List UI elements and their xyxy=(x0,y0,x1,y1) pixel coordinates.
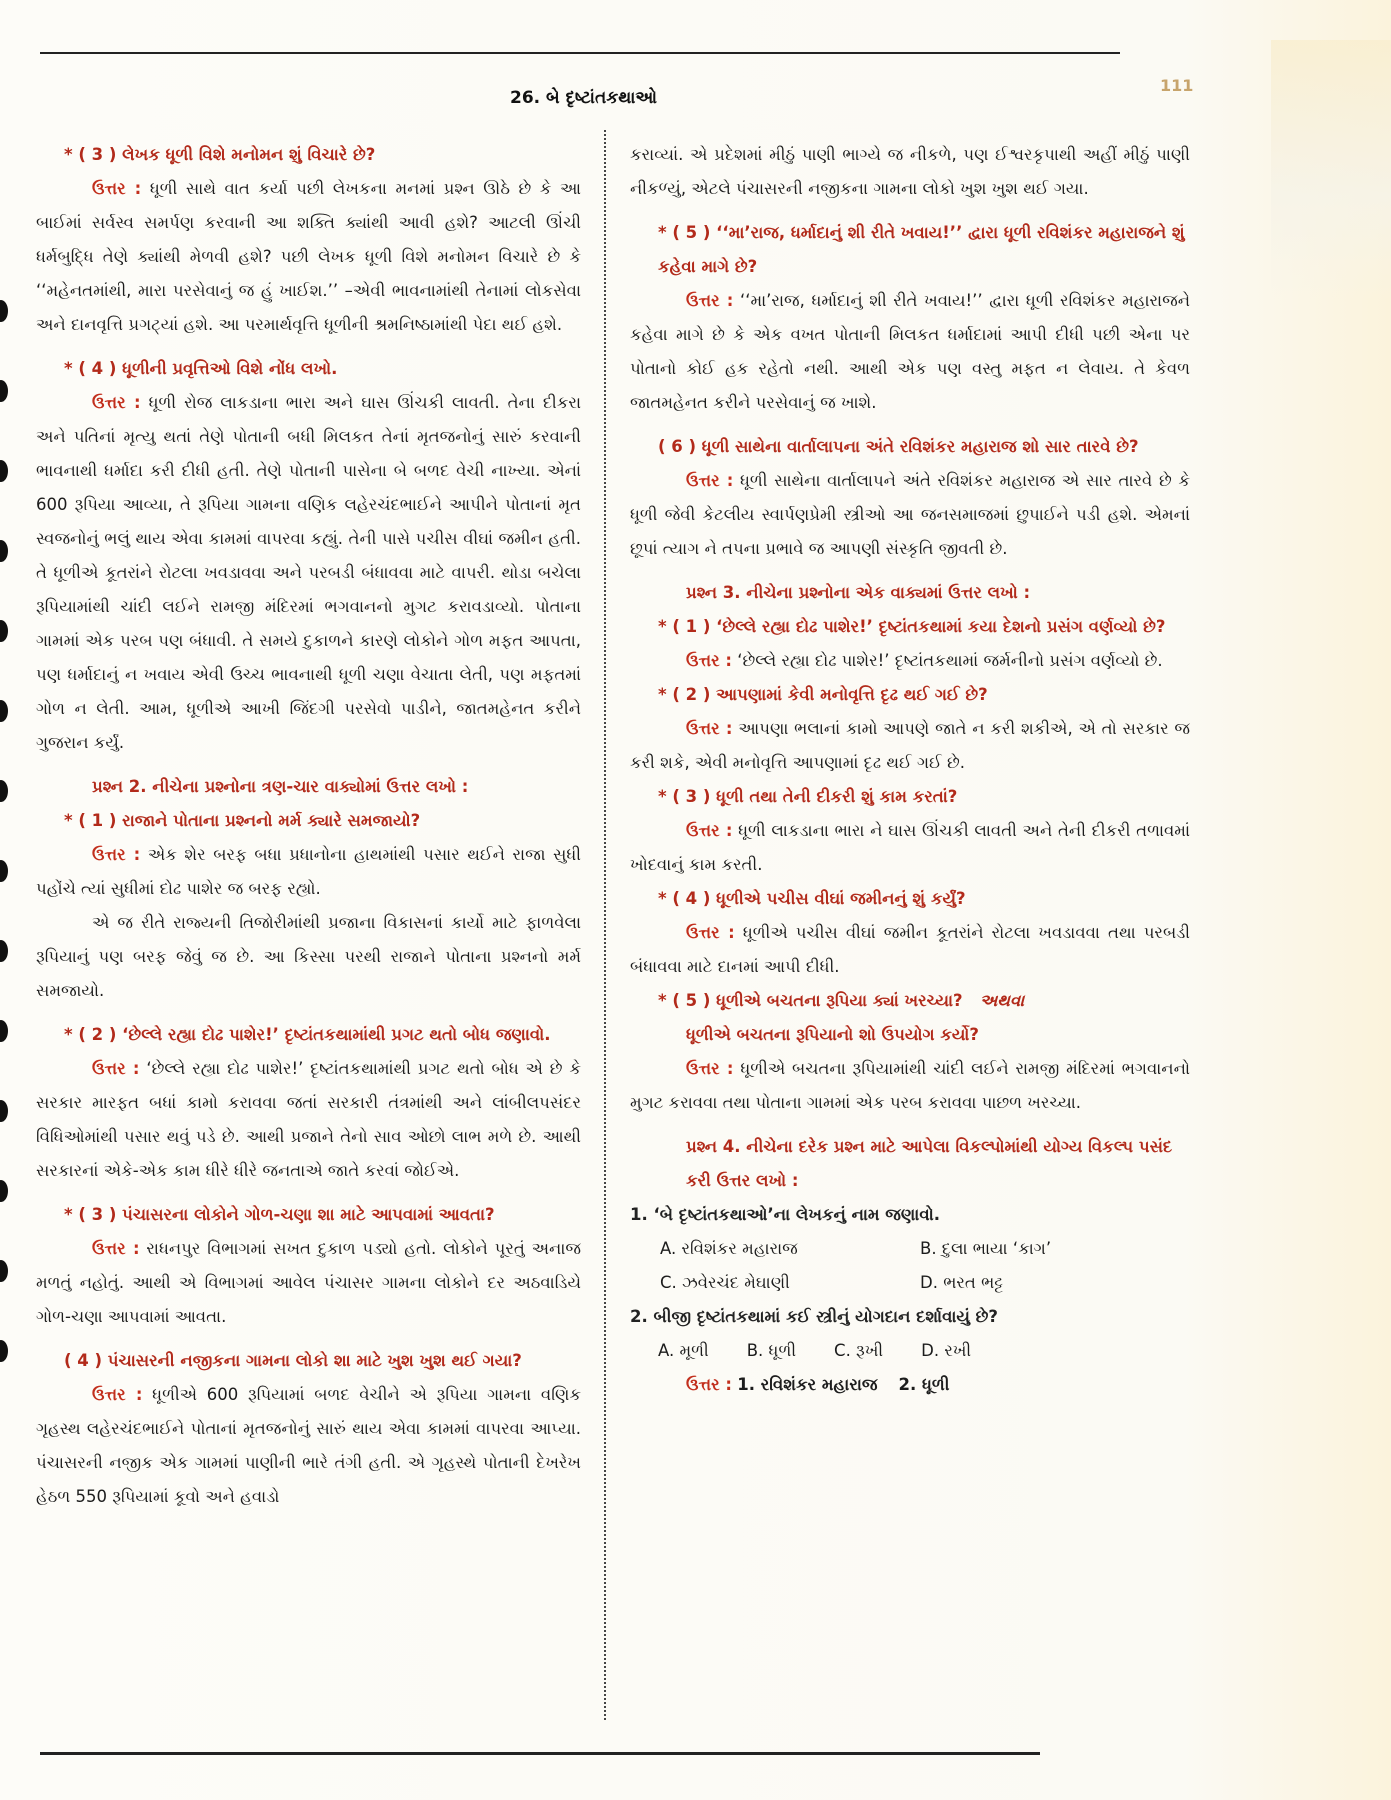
answer xyxy=(630,644,1190,678)
question-title: * ( 3 ) લેખક ધૂળી વિશે મનોમન શું વિચારે છે? xyxy=(64,145,376,164)
answer xyxy=(36,1052,581,1188)
question-title: * ( 1 ) રાજાને પોતાના પ્રશ્નનો મર્મ ક્યારે સમજાયો? xyxy=(64,811,421,830)
answer-text: ધૂળી સાથે વાત કર્યા પછી લેખકના મનમાં પ્રશ્ન ઊઠે છે કે આ બાઈમાં સર્વસ્વ સમર્પણ કરવાની આ શક્તિ ક્યાંથી આવી હશે? આટલી ઊંચી ધર્મબુદ્ધિ તેણે ક્યાંથી મેળવી હશે? પછી લેખક ધૂળી વિશે મનોમન વિચારે છે કે ‘‘મહેનતમાંથી, મારા પરસેવાનું જ હું ખાઈશ.’’ –એવી ભાવનામાંથી તેનામાં લોકસેવા અને દાનવૃત્તિ પ્રગટ્યાં હશે. આ પરમાર્થવૃત્તિ ધૂળીની શ્રમનિષ્ઠામાંથી પેદા થઈ હશે. xyxy=(36,179,582,334)
answer-label: ઉત્તર : xyxy=(686,651,732,670)
answer-label: ઉત્તર : xyxy=(686,821,733,840)
answer xyxy=(630,916,1190,984)
answer xyxy=(36,1232,581,1334)
answer-continuation: કરાવ્યાં. એ પ્રદેશમાં મીઠું પાણી ભાગ્યે જ નીકળે, પણ ઈશ્વરકૃપાથી અહીં મીઠું પાણી નીકળ્યું, એટલે પંચાસરની નજીકના ગામના લોકો ખુશ ખુશ થઈ ગયા. xyxy=(630,145,1190,198)
binding-hole xyxy=(0,1340,8,1362)
mcq-option: C. રૂખી xyxy=(834,1341,884,1360)
binding-hole xyxy=(0,300,8,322)
mcq-options xyxy=(630,1266,1190,1300)
answer xyxy=(630,712,1190,780)
mcq-answer: 2. ધૂળી xyxy=(898,1375,950,1394)
question-title: * ( 3 ) ધૂળી તથા તેની દીકરી શું કામ કરતાં? xyxy=(658,787,958,806)
answer-text: એક શેર બરફ બધા પ્રધાનોના હાથમાંથી પસાર થઈને રાજા સુધી પહોંચે ત્યાં સુધીમાં દોઢ પાશેર જ બરફ રહ્યો. xyxy=(36,845,581,898)
answer xyxy=(36,1378,581,1514)
question-text: * ( 5 ) ધૂળીએ બચતના રૂપિયા ક્યાં ખરચ્યા? xyxy=(658,991,963,1010)
binding-hole xyxy=(0,380,8,402)
answer xyxy=(36,386,581,760)
answer-text: ધૂળી રોજ લાકડાના ભારા અને ઘાસ ઊંચકી લાવતી. તેના દીકરા અને પતિનાં મૃત્યુ થતાં તેણે પોતાની બધી મિલકત તેનાં મૃતજનોનું સારું કરવાની ભાવનાથી ધર્માદા કરી દીધી હતી. તેણે પોતાની પાસેના બે બળદ વેચી નાખ્યા. એનાં 600 રૂપિયા આવ્યા, તે રૂપિયા ગામના વણિક લહેરચંદભાઈને આપીને પોતાનાં મૃત સ્વજનોનું ભલું થાય એવા કામમાં વાપરવા કહ્યું. તેની પાસે પચીસ વીઘાં જમીન હતી. તે ધૂળીએ કૂતરાંને રોટલા ખવડાવવા અને પરબડી બંધાવવા માટે વાપરી. થોડા બચેલા રૂપિયામાંથી ચાંદી લઈને રામજી મંદિરમાં ભગવાનનો મુગટ કરાવડાવ્યો. પોતાના ગામમાં એક પરબ પણ બંધાવી. તે સમયે દુકાળને કારણે લોકોને ગોળ મફત આપતા, પણ ધર્માદાનું ન ખવાય એવી ઉચ્ચ ભાવનાથી ધૂળી ચણા વેચાતા લેતી, પણ મફતમાં ગોળ ન લેતી. આમ, ધૂળીએ આખી જિંદગી પરસેવો પાડીને, જાતમહેનત કરીને ગુજરાન કર્યું. xyxy=(36,393,581,752)
mcq-answer: 1. રવિશંકર મહારાજ xyxy=(737,1375,878,1394)
column-divider xyxy=(604,130,606,1720)
answer xyxy=(630,464,1190,566)
mcq-question: 2. બીજી દૃષ્ટાંતકથામાં કઈ સ્ત્રીનું યોગદાન દર્શાવાયું છે? xyxy=(630,1307,998,1326)
answer-label: ઉત્તર : xyxy=(686,1059,734,1078)
top-rule xyxy=(40,52,1120,54)
binding-hole xyxy=(0,540,8,562)
answer-label: ઉત્તર : xyxy=(686,471,734,490)
answer-label: ઉત્તર : xyxy=(686,1375,732,1394)
question-title: * ( 4 ) ધૂળીએ પચીસ વીઘાં જમીનનું શું કર્યું? xyxy=(658,889,966,908)
answer-text: ‘છેલ્લે રહ્યા દોઢ પાશેર!’ દૃષ્ટાંતકથામાંથી પ્રગટ થતો બોધ એ છે કે સરકાર મારફત બધાં કામો કરાવવા જતાં સરકારી તંત્રમાંથી અને લાંબીલપસંદર વિધિઓમાંથી પસાર થવું પડે છે. આથી પ્રજાને તેનો સાવ ઓછો લાભ મળે છે. આથી સરકારનાં એકે-એક કામ ધીરે ધીરે જનતાએ જાતે કરવાં જોઈએ. xyxy=(36,1059,581,1180)
answer-label: ઉત્તર : xyxy=(92,1059,140,1078)
mcq-option: A. મૂળી xyxy=(658,1341,709,1360)
bottom-rule xyxy=(40,1752,1040,1755)
mcq-question: 1. ‘બે દૃષ્ટાંતકથાઓ’ના લેખકનું નામ જણાવો. xyxy=(630,1205,941,1224)
binding-hole xyxy=(0,780,8,802)
question-title-alt: ધૂળીએ બચતના રૂપિયાનો શો ઉપયોગ કર્યો? xyxy=(686,1025,979,1044)
binding-hole xyxy=(0,460,8,482)
chapter-title: 26. બે દૃષ્ટાંતકથાઓ xyxy=(510,88,658,108)
answer-label: ઉત્તર : xyxy=(686,719,733,738)
answer-text: ધૂળી સાથેના વાર્તાલાપને અંતે રવિશંકર મહારાજ એ સાર તારવે છે કે ધૂળી જેવી કેટલીય સ્વાર્પણપ્રેમી સ્ત્રીઓ આ જનસમાજમાં છુપાઈને પડી હશે. એમનાં છૂપાં ત્યાગ ને તપના પ્રભાવે જ આપણી સંસ્કૃતિ જીવતી છે. xyxy=(630,471,1190,558)
or-label: અથવા xyxy=(979,991,1025,1010)
answer xyxy=(630,814,1190,882)
section-heading: પ્રશ્ન 3. નીચેના પ્રશ્નોના એક વાક્યમાં ઉત્તર લખો : xyxy=(686,583,1031,602)
answer-text: ધૂળીએ 600 રૂપિયામાં બળદ વેચીને એ રૂપિયા ગામના વણિક ગૃહસ્થ લહેરચંદભાઈને પોતાનાં મૃતજનોનું સારું થાય એવા કામમાં વાપરવા આપ્યા. પંચાસરની નજીક એક ગામમાં પાણીની ભારે તંગી હતી. એ ગૃહસ્થે પોતાની દેખરેખ હેઠળ 550 રૂપિયામાં કૂવો અને હવાડો xyxy=(36,1385,581,1506)
answer-text: ‘‘મા’રાજ, ધર્માદાનું શી રીતે ખવાય!’’ દ્વારા ધૂળી રવિશંકર મહારાજને કહેવા માગે છે કે એક વખત પોતાની મિલકત ધર્માદામાં આપી દીધી પછી એના પર પોતાનો કોઈ હક રહેતો નથી. આથી એક પણ વસ્તુ મફત ન લેવાય. તે કેવળ જાતમહેનત કરીને પરસેવાનું જ ખાશે. xyxy=(630,291,1190,412)
right-column xyxy=(630,138,1190,1402)
answer-label: ઉત્તર : xyxy=(686,291,734,310)
mcq-option: D. રખી xyxy=(921,1341,972,1360)
question-title: * ( 4 ) ધૂળીની પ્રવૃત્તિઓ વિશે નોંધ લખો. xyxy=(64,359,338,378)
mcq-options xyxy=(630,1334,1190,1368)
left-column xyxy=(36,138,581,1514)
binding-hole xyxy=(0,700,8,722)
binding-hole xyxy=(0,940,8,962)
answer-text: ધૂળી લાકડાના ભારા ને ઘાસ ઊંચકી લાવતી અને તેની દીકરી તળાવમાં ખોદવાનું કામ કરતી. xyxy=(630,821,1190,874)
mcq-option: A. રવિશંકર મહારાજ xyxy=(660,1239,798,1258)
answer-text: ‘છેલ્લે રહ્યા દોઢ પાશેર!’ દૃષ્ટાંતકથામાં જર્મનીનો પ્રસંગ વર્ણવ્યો છે. xyxy=(737,651,1163,670)
binding-hole xyxy=(0,1100,8,1122)
binding-hole xyxy=(0,1020,8,1042)
question-title: * ( 2 ) ‘છેલ્લે રહ્યા દોઢ પાશેર!’ દૃષ્ટાંતકથામાંથી પ્રગટ થતો બોધ જણાવો. xyxy=(64,1025,551,1044)
section-heading: પ્રશ્ન 4. નીચેના દરેક પ્રશ્ન માટે આપેલા વિકલ્પોમાંથી યોગ્ય વિકલ્પ પસંદ કરી ઉત્તર લખો : xyxy=(686,1137,1173,1190)
mcq-option: B. દુલા ભાયા ‘કાગ’ xyxy=(920,1239,1052,1258)
binding-holes xyxy=(0,0,14,1800)
answer-label: ઉત્તર : xyxy=(92,845,141,864)
section-heading: પ્રશ્ન 2. નીચેના પ્રશ્નોના ત્રણ-ચાર વાક્યોમાં ઉત્તર લખો : xyxy=(92,777,469,796)
answer-label: ઉત્તર : xyxy=(92,1239,140,1258)
question-title: * ( 5 ) ‘‘મા’રાજ, ધર્માદાનું શી રીતે ખવાય!’’ દ્વારા ધૂળી રવિશંકર મહારાજને શું કહેવા માગે છે? xyxy=(658,223,1185,276)
answer-paragraph: એ જ રીતે રાજ્યની તિજોરીમાંથી પ્રજાના વિકાસનાં કાર્યો માટે ફાળવેલા રૂપિયાનું પણ બરફ જેવું જ છે. આ કિસ્સા પરથી રાજાને પોતાના પ્રશ્નનો મર્મ સમજાયો. xyxy=(36,913,581,1000)
answer-text: ધૂળીએ બચતના રૂપિયામાંથી ચાંદી લઈને રામજી મંદિરમાં ભગવાનનો મુગટ કરાવવા તથા પોતાના ગામમાં એક પરબ કરાવવા પાછળ ખરચ્યા. xyxy=(630,1059,1190,1112)
answer-label: ઉત્તર : xyxy=(686,923,735,942)
question-title: ( 4 ) પંચાસરની નજીકના ગામના લોકો શા માટે ખુશ ખુશ થઈ ગયા? xyxy=(64,1351,522,1370)
page-number: 111 xyxy=(1160,76,1194,95)
page-edge-tint xyxy=(1271,40,1391,300)
mcq-option: D. ભરત ભટ્ટ xyxy=(920,1273,1004,1292)
answer-label: ઉત્તર : xyxy=(92,393,141,412)
question-title: ( 6 ) ધૂળી સાથેના વાર્તાલાપના અંતે રવિશંકર મહારાજ શો સાર તારવે છે? xyxy=(658,437,1139,456)
mcq-answers xyxy=(630,1368,1190,1402)
question-title xyxy=(630,984,1190,1018)
question-title: * ( 1 ) ‘છેલ્લે રહ્યા દોઢ પાશેર!’ દૃષ્ટાંતકથામાં કયા દેશનો પ્રસંગ વર્ણવ્યો છે? xyxy=(658,617,1166,636)
answer-label: ઉત્તર : xyxy=(92,179,142,198)
answer-label: ઉત્તર : xyxy=(92,1385,143,1404)
answer-text: ધૂળીએ પચીસ વીઘાં જમીન કૂતરાંને રોટલા ખવડાવવા તથા પરબડી બંધાવવા માટે દાનમાં આપી દીધી. xyxy=(630,923,1190,976)
answer xyxy=(36,838,581,906)
answer-text: રાધનપુર વિભાગમાં સખત દુકાળ પડ્યો હતો. લોકોને પૂરતું અનાજ મળતું નહોતું. આથી એ વિભાગમાં આવેલ પંચાસર ગામના લોકોને દર અઠવાડિયે ગોળ-ચણા આપવામાં આવતા. xyxy=(36,1239,581,1326)
answer xyxy=(630,284,1190,420)
binding-hole xyxy=(0,1260,8,1282)
mcq-options xyxy=(630,1232,1190,1266)
binding-hole xyxy=(0,620,8,642)
question-title: * ( 2 ) આપણામાં કેવી મનોવૃત્તિ દૃઢ થઈ ગઈ છે? xyxy=(658,685,988,704)
mcq-option: C. ઝવેરચંદ મેઘાણી xyxy=(660,1273,790,1292)
mcq-option: B. ધૂળી xyxy=(746,1341,797,1360)
binding-hole xyxy=(0,1180,8,1202)
question-title: * ( 3 ) પંચાસરના લોકોને ગોળ-ચણા શા માટે આપવામાં આવતા? xyxy=(64,1205,495,1224)
binding-hole xyxy=(0,860,8,882)
answer xyxy=(36,172,581,342)
answer xyxy=(630,1052,1190,1120)
answer-text: આપણા ભલાનાં કામો આપણે જાતે ન કરી શકીએ, એ તો સરકાર જ કરી શકે, એવી મનોવૃત્તિ આપણામાં દૃઢ થઈ ગઈ છે. xyxy=(630,719,1190,772)
